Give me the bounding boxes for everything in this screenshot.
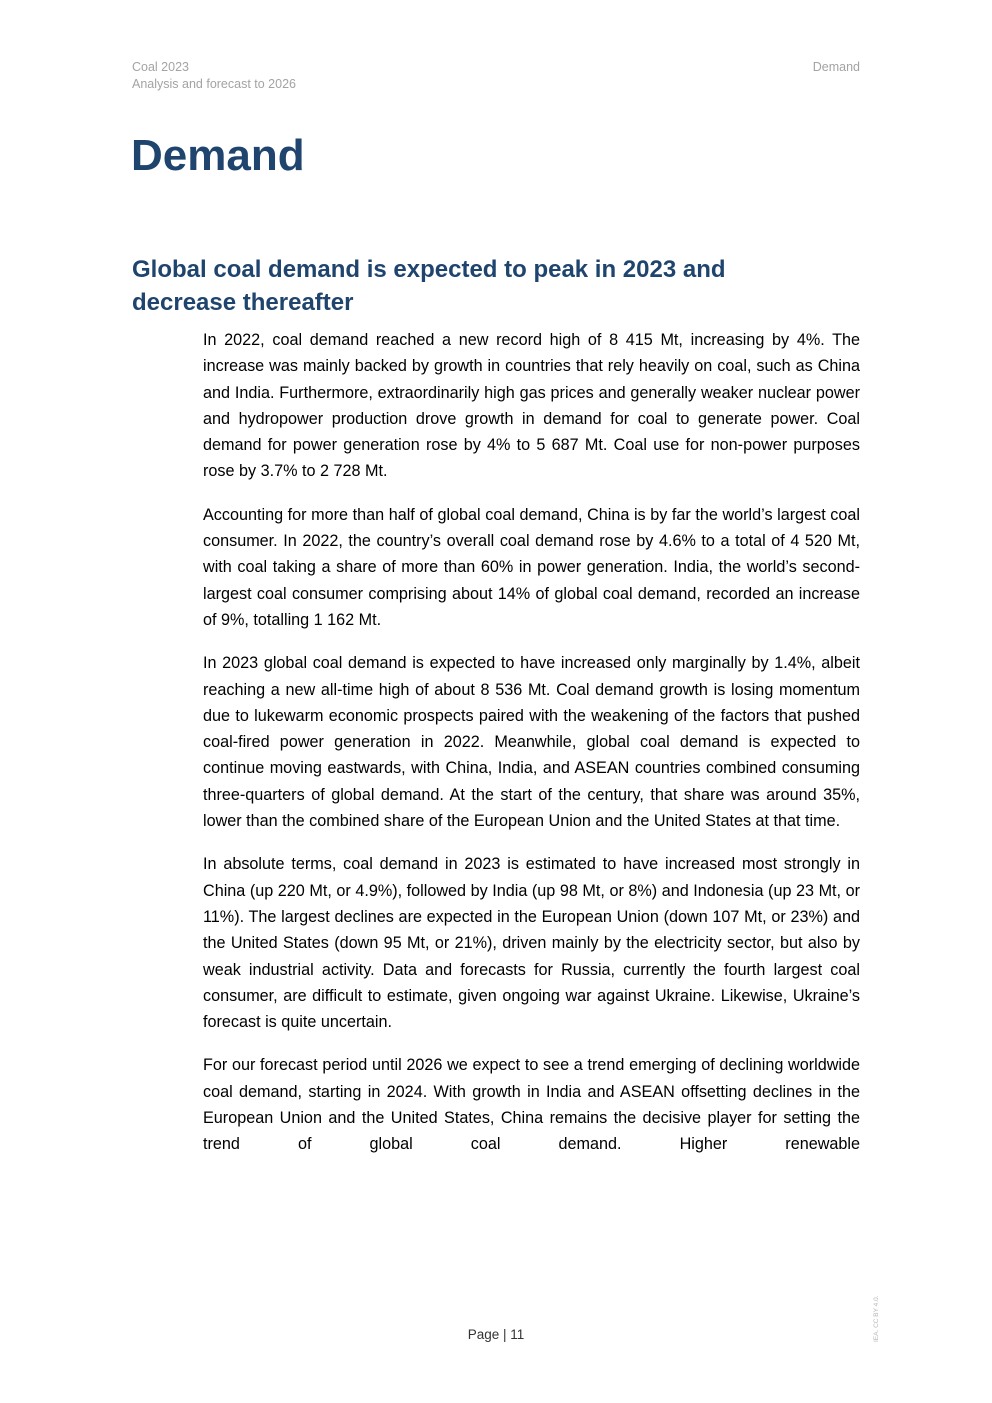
running-header-chapter: Demand [812,60,860,74]
report-subtitle: Analysis and forecast to 2026 [132,77,296,91]
license-note: IEA. CC BY 4.0. [873,1295,880,1342]
paragraph: Accounting for more than half of global coal demand, China is by far the world’s largest coal consumer. In 2022, the country’s overall coal demand rose by 4.6% to a total of 4 520 Mt, with coal taking a share of more than 60% in power generation. India, the world’s second-largest coal consumer comprising about 14% of global coal demand, recorded an increase of 9%, totalling 1 162 Mt. [203,505,860,629]
chapter-title: Demand [131,131,305,180]
body-text [203,327,860,1175]
paragraph: In 2022, coal demand reached a new record high of 8 415 Mt, increasing by 4%. The increase was mainly backed by growth in countries that rely heavily on coal, such as China and India. Furthermore, extraordinarily high gas prices and generally weaker nuclear power and hydropower production drove growth in demand for coal to generate power. Coal demand for power generation rose by 4% to 5 687 Mt. Coal use for non-power purposes rose by 3.7% to 2 728 Mt. [203,331,860,481]
section-heading: Global coal demand is expected to peak in 2023 and decrease thereafter [132,256,726,316]
paragraph: In 2023 global coal demand is expected to have increased only marginally by 1.4%, albeit reaching a new all-time high of about 8 536 Mt. Coal demand growth is losing momentum due to lukewarm economic prospects paired with the weakening of the factors that pushed coal-fired power generation in 2022. Meanwhile, global coal demand is expected to continue moving eastwards, with China, India, and ASEAN countries combined consuming three-quarters of global demand. At the start of the century, that share was around 35%, lower than the combined share of the European Union and the United States at that time. [203,654,860,831]
paragraph: For our forecast period until 2026 we expect to see a trend emerging of declining worldwide coal demand, starting in 2024. With growth in India and ASEAN offsetting declines in the European Union and the United States, China remains the decisive player for setting the trend of global coal demand. Higher renewable [203,1056,860,1154]
report-title: Coal 2023 [132,60,189,74]
paragraph: In absolute terms, coal demand in 2023 is estimated to have increased most strongly in China (up 220 Mt, or 4.9%), followed by India (up 98 Mt, or 8%) and Indonesia (up 23 Mt, or 11%). The largest declines are expected in the European Union (down 107 Mt, or 23%) and the United States (down 95 Mt, or 21%), driven mainly by the electricity sector, but also by weak industrial activity. Data and forecasts for Russia, currently the fourth largest coal consumer, are difficult to estimate, given ongoing war against Ukraine. Likewise, Ukraine’s forecast is quite uncertain. [203,855,860,1032]
running-header-left [132,59,296,93]
page-number: Page | 11 [467,1327,525,1342]
